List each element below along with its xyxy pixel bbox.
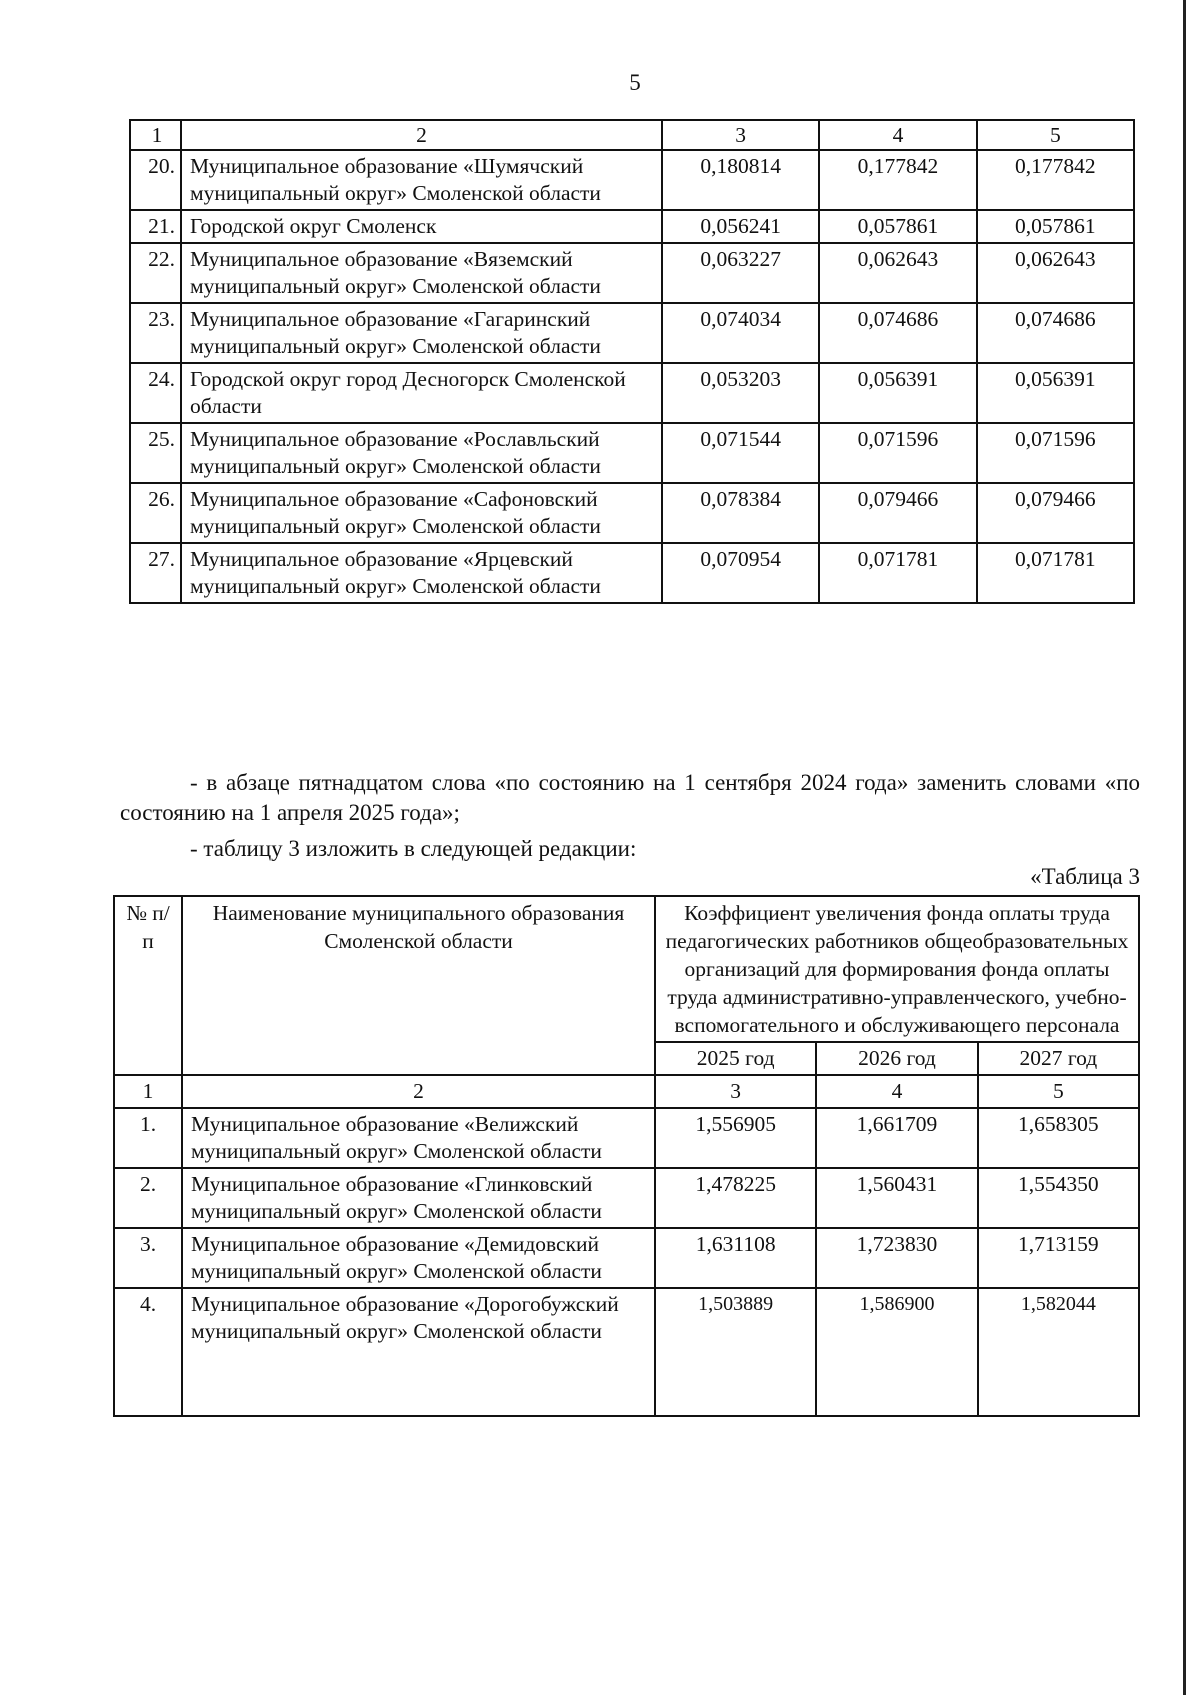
value-cell: 0,180814 [662, 150, 819, 210]
row-number: 20. [130, 150, 181, 210]
table-row [130, 243, 1134, 303]
value-cell: 0,053203 [662, 363, 819, 423]
value-cell: 0,062643 [819, 243, 976, 303]
column-number: 4 [816, 1075, 977, 1108]
row-number: 21. [130, 210, 181, 243]
value-cell: 0,079466 [977, 483, 1134, 543]
value-cell: 0,071781 [977, 543, 1134, 603]
value-cell: 0,074686 [977, 303, 1134, 363]
year-header: 2025 год [655, 1042, 816, 1075]
municipality-name: Муниципальное образование «Глинковский муниципальный округ» Смоленской области [182, 1168, 655, 1228]
amendment-paragraph-1: - в абзаце пятнадцатом слова «по состоянию на 1 сентября 2024 года» заменить словами «по состоянию на 1 апреля 2025 года»; [120, 770, 1140, 825]
table-row [130, 210, 1134, 243]
row-number: 27. [130, 543, 181, 603]
row-number: 26. [130, 483, 181, 543]
value-cell: 0,057861 [819, 210, 976, 243]
value-cell: 0,062643 [977, 243, 1134, 303]
value-cell: 0,071544 [662, 423, 819, 483]
row-number: 4. [114, 1288, 182, 1416]
table-row [114, 1108, 1139, 1168]
municipality-name: Муниципальное образование «Велижский муниципальный округ» Смоленской области [182, 1108, 655, 1168]
header-cell: 3 [662, 120, 819, 150]
municipality-name: Муниципальное образование «Гагаринский муниципальный округ» Смоленской области [181, 303, 662, 363]
municipality-name: Муниципальное образование «Ярцевский муниципальный округ» Смоленской области [181, 543, 662, 603]
value-cell: 1,586900 [816, 1288, 977, 1416]
value-cell: 0,079466 [819, 483, 976, 543]
value-cell: 1,658305 [978, 1108, 1139, 1168]
value-cell: 0,056391 [977, 363, 1134, 423]
value-cell: 0,074686 [819, 303, 976, 363]
table-row [130, 363, 1134, 423]
row-number: 23. [130, 303, 181, 363]
scan-edge-line [1183, 0, 1186, 1695]
value-cell: 0,063227 [662, 243, 819, 303]
row-number: 24. [130, 363, 181, 423]
value-cell: 1,582044 [978, 1288, 1139, 1416]
amendment-paragraph-2: - таблицу 3 изложить в следующей редакции: [190, 836, 637, 861]
value-cell: 0,071596 [977, 423, 1134, 483]
municipality-name: Муниципальное образование «Шумячский муниципальный округ» Смоленской области [181, 150, 662, 210]
table-row [114, 1228, 1139, 1288]
value-cell: 0,078384 [662, 483, 819, 543]
value-cell: 1,503889 [655, 1288, 816, 1416]
header-cell: 1 [130, 120, 181, 150]
value-cell: 0,177842 [977, 150, 1134, 210]
value-cell: 1,631108 [655, 1228, 816, 1288]
column-header-name: Наименование муниципального образования Смоленской области [182, 896, 655, 1075]
column-number: 3 [655, 1075, 816, 1108]
municipality-name: Городской округ Смоленск [181, 210, 662, 243]
table-row [114, 1288, 1139, 1416]
municipality-name: Муниципальное образование «Демидовский муниципальный округ» Смоленской области [182, 1228, 655, 1288]
value-cell: 1,478225 [655, 1168, 816, 1228]
row-number: 3. [114, 1228, 182, 1288]
value-cell: 0,071596 [819, 423, 976, 483]
column-header-coefficient: Коэффициент увеличения фонда оплаты труда педагогических работников общеобразовательных организаций для формирования фонда оплаты труда административно-управленческого, учебно-вспомогательного и обслуживающего персонала [655, 896, 1139, 1042]
value-cell: 1,554350 [978, 1168, 1139, 1228]
column-number: 5 [978, 1075, 1139, 1108]
table-row [130, 303, 1134, 363]
table-row [130, 543, 1134, 603]
table-header-row [114, 896, 1139, 1042]
row-number: 22. [130, 243, 181, 303]
value-cell: 1,556905 [655, 1108, 816, 1168]
value-cell: 0,056391 [819, 363, 976, 423]
column-number: 1 [114, 1075, 182, 1108]
header-cell: 4 [819, 120, 976, 150]
value-cell: 0,177842 [819, 150, 976, 210]
header-cell: 5 [977, 120, 1134, 150]
table-row [114, 1168, 1139, 1228]
value-cell: 0,056241 [662, 210, 819, 243]
column-header-number: № п/п [114, 896, 182, 1075]
value-cell: 0,071781 [819, 543, 976, 603]
table-row [130, 423, 1134, 483]
year-header: 2026 год [816, 1042, 977, 1075]
municipality-name: Муниципальное образование «Вяземский муниципальный округ» Смоленской области [181, 243, 662, 303]
value-cell: 1,713159 [978, 1228, 1139, 1288]
municipality-name: Муниципальное образование «Рославльский муниципальный округ» Смоленской области [181, 423, 662, 483]
municipality-name: Муниципальное образование «Дорогобужский муниципальный округ» Смоленской области [182, 1288, 655, 1416]
municipality-name: Городской округ город Десногорск Смоленской области [181, 363, 662, 423]
table-row [130, 150, 1134, 210]
value-cell: 1,661709 [816, 1108, 977, 1168]
table-continuation [129, 119, 1135, 604]
page-number: 5 [629, 70, 641, 95]
column-number: 2 [182, 1075, 655, 1108]
row-number: 2. [114, 1168, 182, 1228]
table-header-row [130, 120, 1134, 150]
value-cell: 0,070954 [662, 543, 819, 603]
year-header: 2027 год [978, 1042, 1139, 1075]
table-row [130, 483, 1134, 543]
value-cell: 0,057861 [977, 210, 1134, 243]
row-number: 25. [130, 423, 181, 483]
value-cell: 0,074034 [662, 303, 819, 363]
table-3 [113, 895, 1140, 1417]
table-caption: «Таблица 3 [1030, 864, 1140, 889]
value-cell: 1,723830 [816, 1228, 977, 1288]
header-cell: 2 [181, 120, 662, 150]
table-numbering-row [114, 1075, 1139, 1108]
municipality-name: Муниципальное образование «Сафоновский муниципальный округ» Смоленской области [181, 483, 662, 543]
value-cell: 1,560431 [816, 1168, 977, 1228]
row-number: 1. [114, 1108, 182, 1168]
